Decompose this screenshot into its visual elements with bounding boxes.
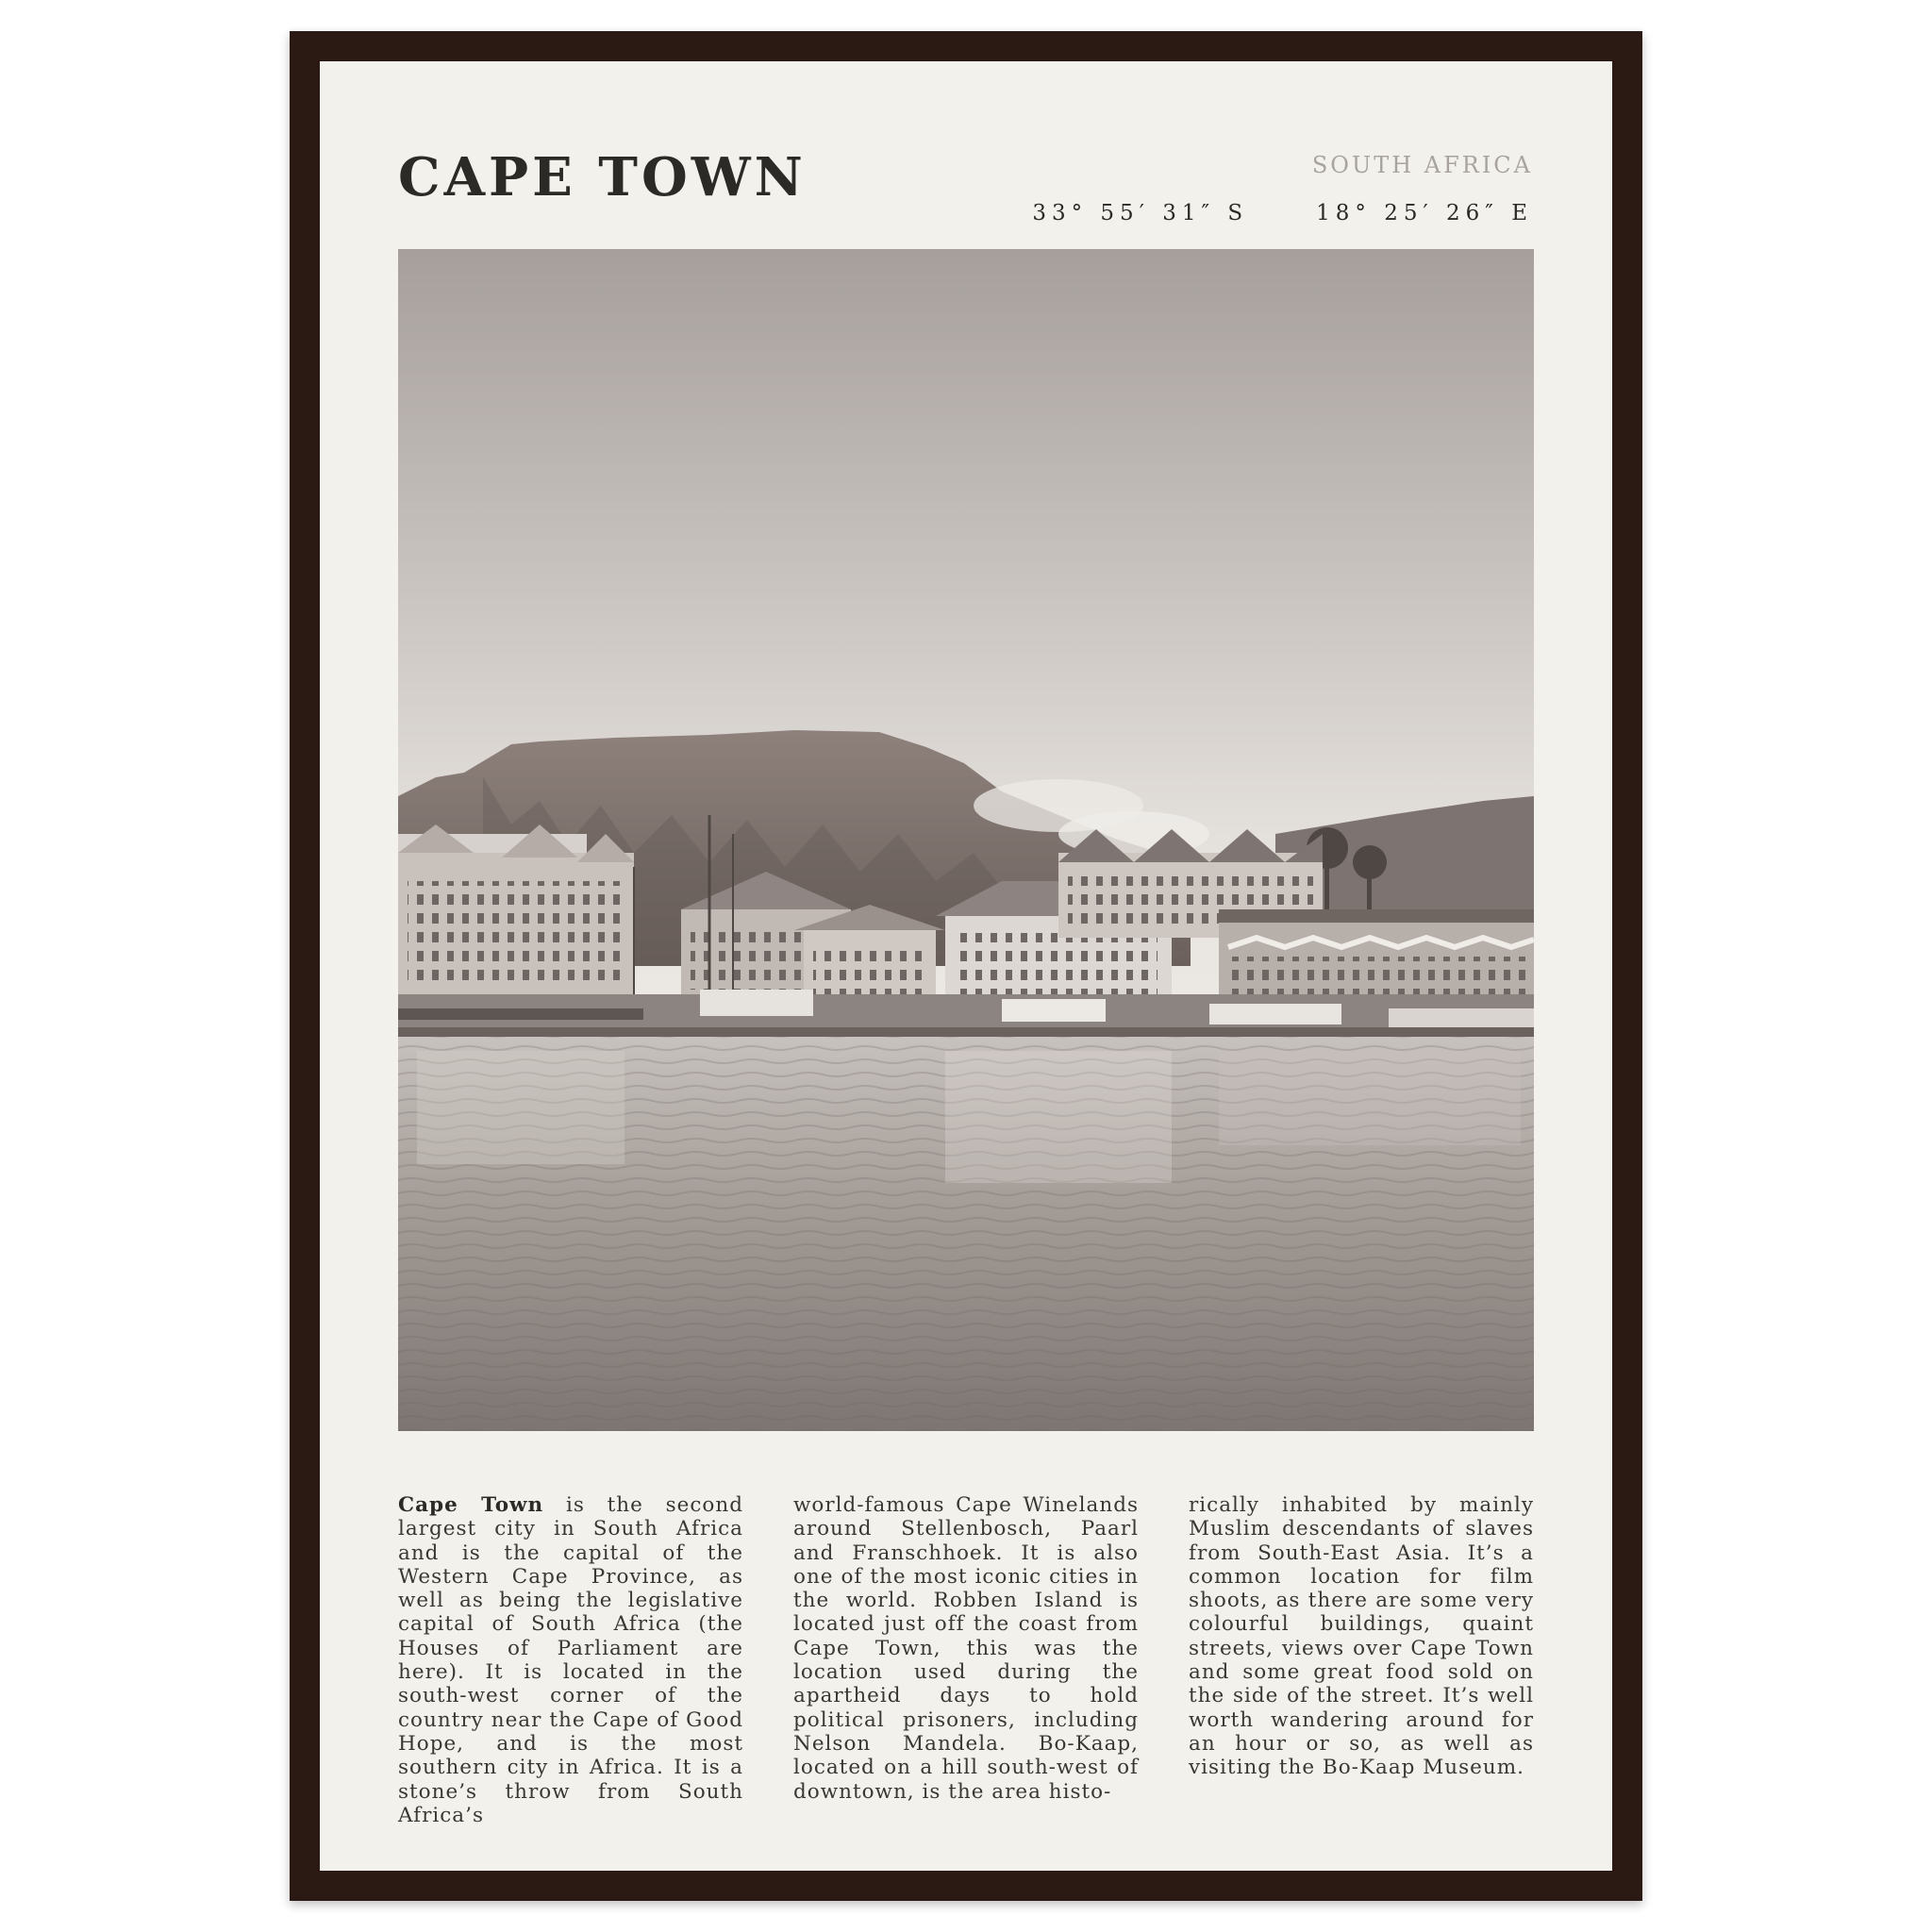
country-label: SOUTH AFRICA bbox=[1311, 152, 1533, 178]
description-column-2: world-famous Cape Winelands around Stellenbosch, Paarl and Franschhoek. It is also one of the most iconic cities in the world. Robben Island is located just off the coast from Cape Town, this was the location used during the apartheid days to hold political prisoners, including Nelson Mandela. Bo-Kaap, located on a hill south-west of downtown, is the area histo- bbox=[793, 1493, 1139, 1804]
description-columns bbox=[398, 1493, 1534, 1827]
harbour-photo bbox=[398, 249, 1534, 1431]
description-column-3: rically inhabited by mainly Muslim descendants of slaves from South-East Asia. It’s a common location for film shoots, as there are some very colourful buildings, quaint streets, views over Cape Town and some great food sold on the side of the street. It’s well worth wandering around for an hour or so, as well as visiting the Bo-Kaap Museum. bbox=[1189, 1493, 1534, 1780]
latitude: 33° 55′ 31″ S bbox=[1032, 201, 1249, 225]
column-1-text: is the second largest city in South Africa and is the capital of the Western Cape Province, as well as being the legislative capital of South Africa (the Houses of Parliament are here). It is located in the south-west corner of the country near the Cape of Good Hope, and is the most southern city in Africa. It is a stone’s throw from South Africa’s bbox=[398, 1493, 743, 1827]
poster-frame bbox=[290, 31, 1642, 1901]
description-column-1 bbox=[398, 1493, 743, 1827]
coordinates bbox=[1032, 203, 1533, 225]
poster-paper bbox=[320, 61, 1612, 1871]
city-title: CAPE TOWN bbox=[398, 146, 807, 208]
lead-city-name: Cape Town bbox=[398, 1493, 544, 1517]
longitude: 18° 25′ 26″ E bbox=[1316, 201, 1533, 225]
